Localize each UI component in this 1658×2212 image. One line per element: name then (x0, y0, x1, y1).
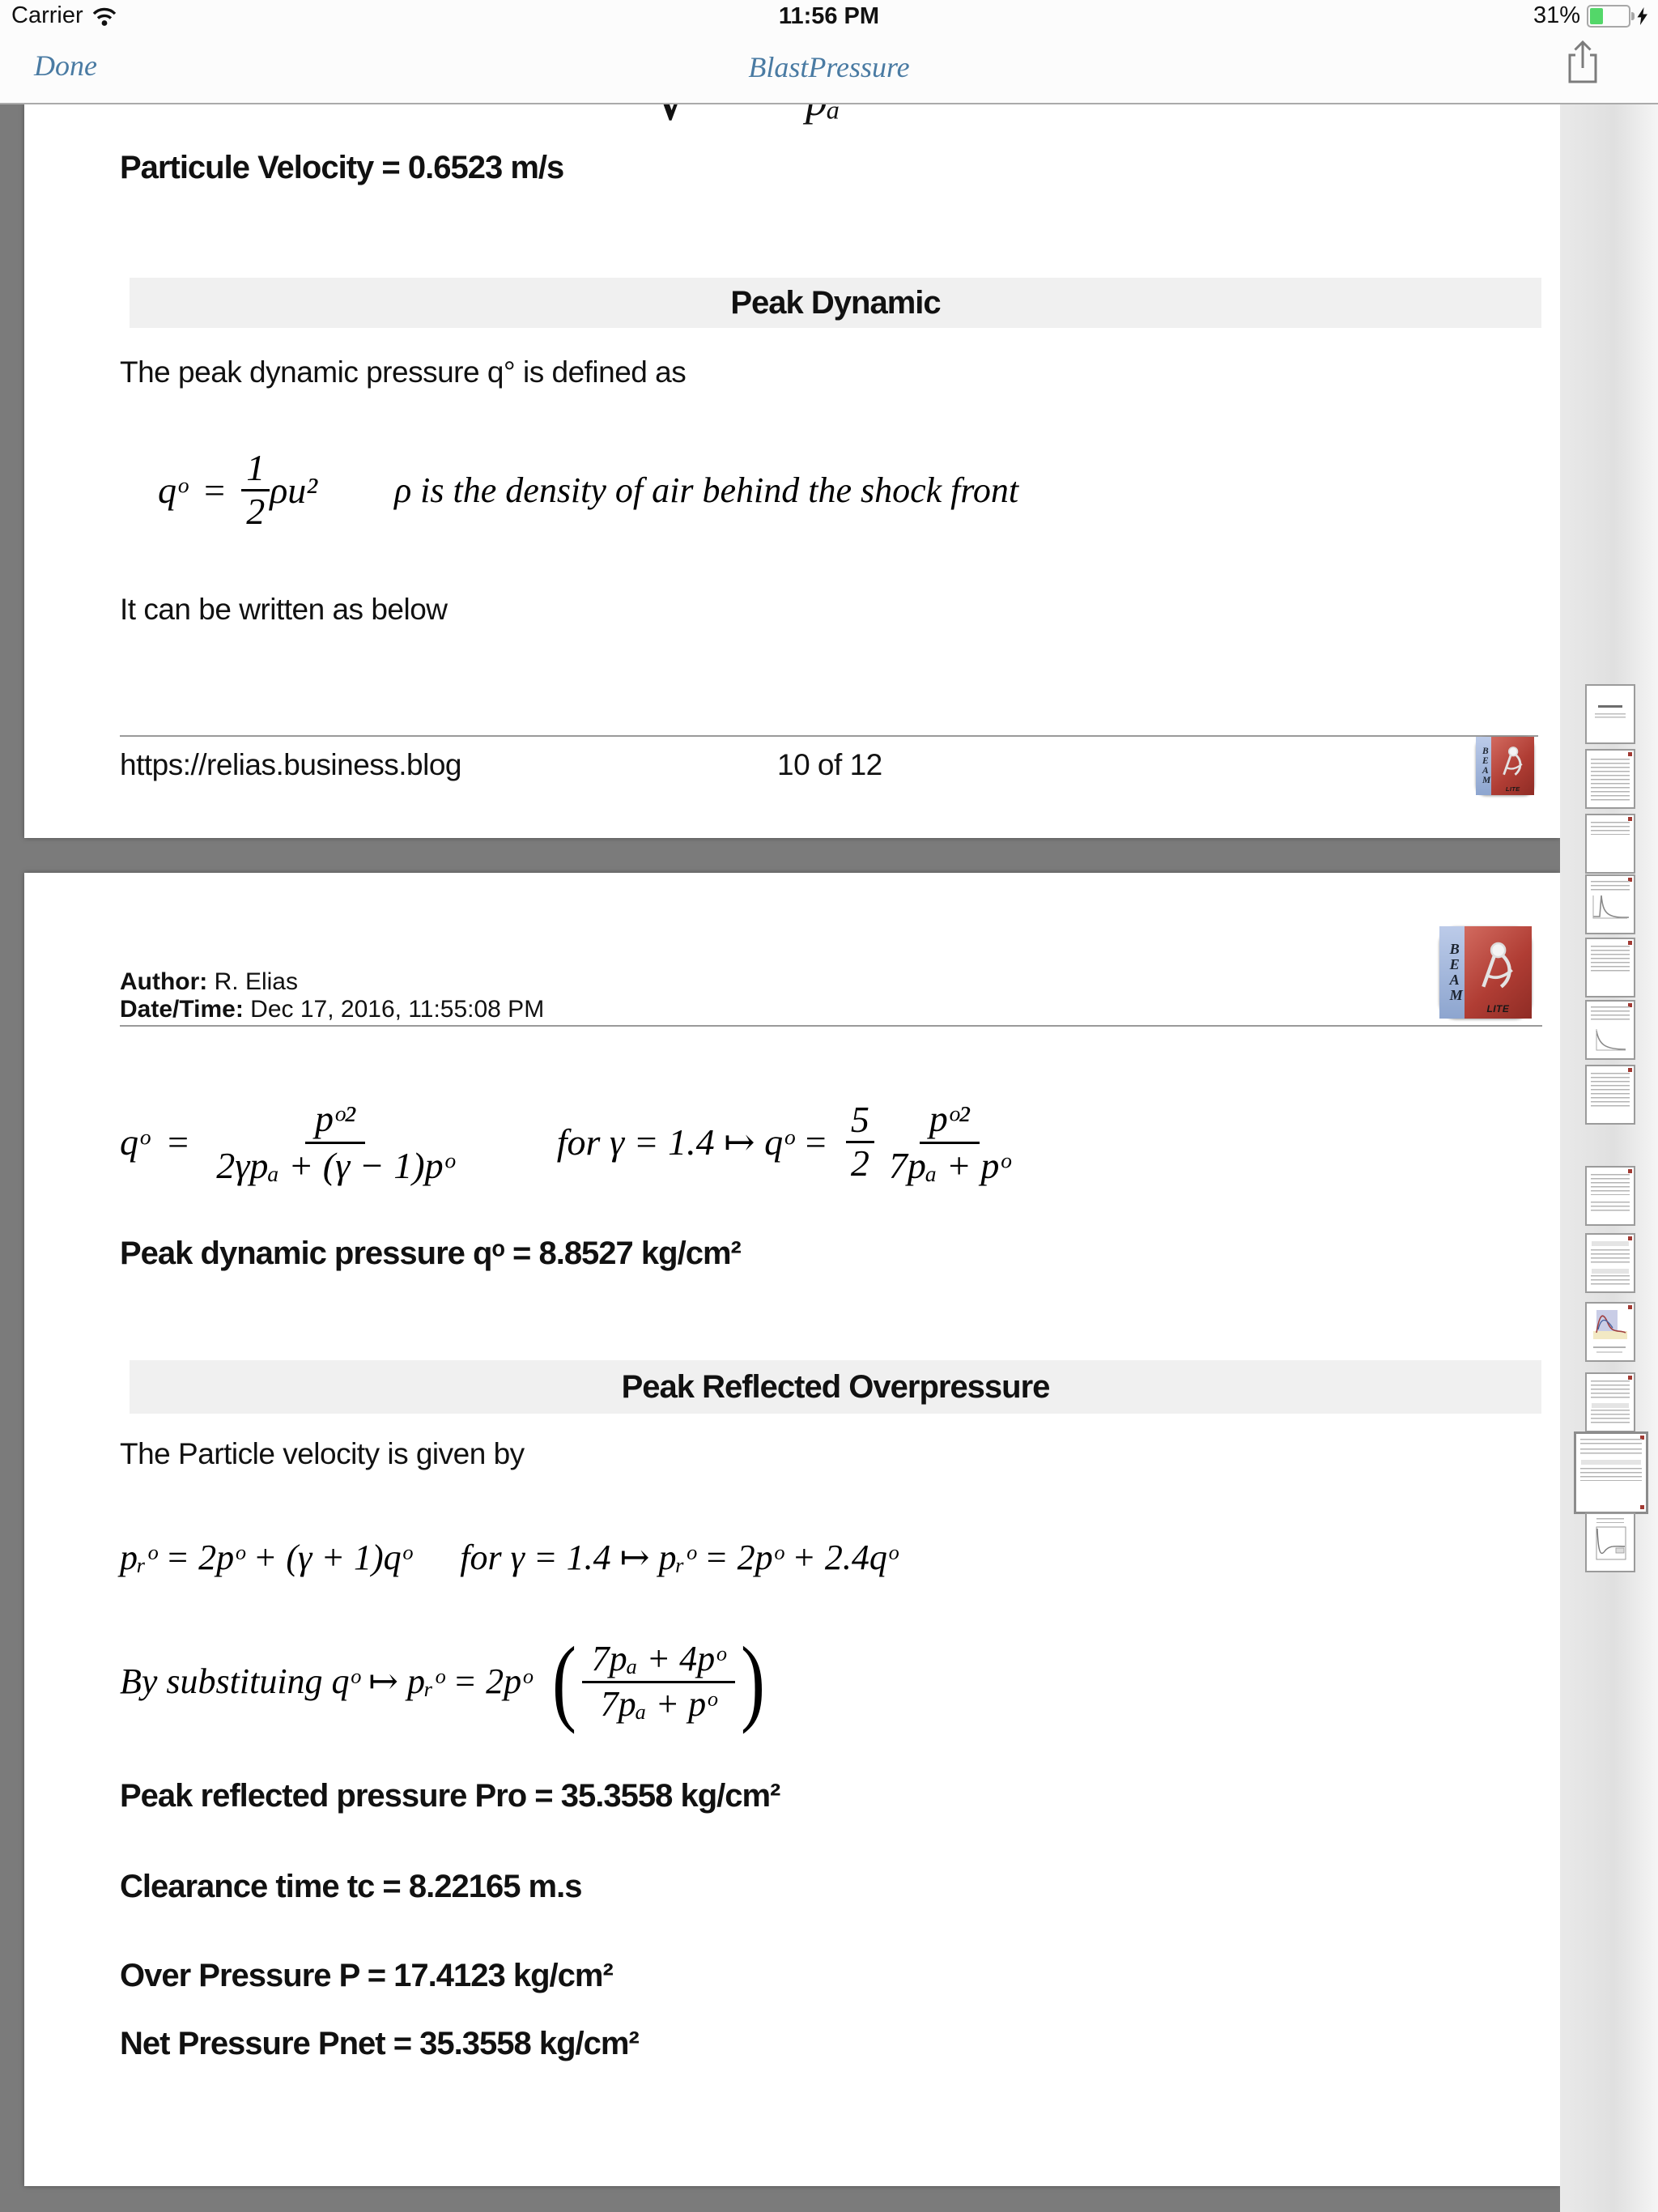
beam-logo-strip: BEAM (1439, 926, 1465, 1019)
thumbnail-chart (1588, 878, 1630, 929)
q-formula: qᵒ = $\frac{\text{pᵒ²}}{\text{2γpₐ + (γ − 1)pᵒ}}$ for γ = 1.4 ↦ qᵒ = $\frac{5}{2}$ $\frac{\text{pᵒ²}}{\text{7pₐ + pᵒ}}$ (120, 1077, 1019, 1206)
page-thumbnail-13[interactable] (1585, 1512, 1635, 1572)
page-thumbnail-1[interactable] (1585, 684, 1635, 744)
charging-bolt-icon (1637, 7, 1648, 25)
thumbnail-content (1591, 822, 1630, 835)
peak-reflected-pressure-result: Peak reflected pressure Pro = 35.3558 kg/cm² (120, 1778, 780, 1814)
density-note: ρ is the density of air behind the shock front (394, 470, 1019, 510)
top-chrome (0, 0, 1658, 104)
section-header-peak-reflected: Peak Reflected Overpressure (130, 1360, 1541, 1414)
share-icon (1564, 39, 1601, 86)
thumbnail-colored-chart (1588, 1305, 1630, 1357)
author-label: Author: (120, 968, 208, 995)
peak-dynamic-pressure-result: Peak dynamic pressure qᵒ = 8.8527 kg/cm² (120, 1236, 741, 1271)
clipped-formula-fragment (619, 103, 959, 132)
datetime-label: Date/Time: (120, 996, 244, 1023)
status-bar (0, 0, 1658, 32)
page-thumbnail-7[interactable] (1585, 1065, 1635, 1125)
thumbnail-chart (1588, 1003, 1630, 1055)
pdf-page-10[interactable] (24, 103, 1560, 838)
thumbnail-content (1598, 705, 1622, 708)
beam-lite-logo: BEAM LITE (1439, 926, 1532, 1019)
footer-url: https://relias.business.blog (120, 748, 462, 781)
nav-bar (0, 32, 1658, 101)
carrier-label: Carrier (11, 2, 83, 28)
dynamic-pressure-formula: qᵒ = $\frac{1}{2}$ ρu² ρ is the density of air behind the shock front (158, 446, 1019, 532)
page-thumbnail-8[interactable] (1585, 1166, 1635, 1226)
particule-velocity-result: Particule Velocity = 0.6523 m/s (120, 150, 564, 185)
page-thumbnail-6[interactable] (1585, 1000, 1635, 1060)
five-halves-fraction: $\frac{5}{2}$ (846, 1100, 874, 1184)
q-simplified-fraction: $\frac{\text{pᵒ²}}{\text{7pₐ + pᵒ}}$ (888, 1097, 1010, 1186)
header-divider (120, 1025, 1542, 1027)
document-title: BlastPressure (748, 51, 910, 83)
net-pressure-result: Net Pressure Pnet = 35.3558 kg/cm² (120, 2026, 639, 2061)
half-fraction: $\frac{1}{2}$ (241, 449, 270, 532)
over-pressure-result: Over Pressure P = 17.4123 kg/cm² (120, 1958, 613, 1993)
gamma-condition: for γ = 1.4 ↦ qᵒ = (556, 1121, 828, 1163)
thumbnail-final-chart (1588, 1516, 1630, 1568)
q-fraction: $\frac{\text{pᵒ²}}{\text{2γpₐ + (γ − 1)pᵒ}}$ (216, 1097, 454, 1186)
datetime-line (120, 996, 544, 1023)
current-page-thumbnail[interactable] (1574, 1431, 1648, 1514)
share-button[interactable] (1564, 39, 1601, 88)
page-thumbnail-4[interactable] (1585, 874, 1635, 934)
page-thumbnail-2[interactable] (1585, 749, 1635, 809)
substitution-fraction: $\frac{\text{7pₐ + 4pᵒ}}{\text{7pₐ + pᵒ}}$ (582, 1639, 735, 1723)
pdf-page-11[interactable] (24, 873, 1560, 2186)
battery-percent: 31% (1533, 2, 1580, 28)
compass-icon (1494, 740, 1532, 785)
footer-divider (120, 735, 1538, 737)
written-below-note: It can be written as below (120, 593, 448, 626)
beam-lite-logo: BEAM LITE (1476, 737, 1534, 795)
particle-velocity-intro: The Particle velocity is given by (120, 1437, 525, 1470)
page-thumbnail-5[interactable] (1585, 938, 1635, 998)
author-value: R. Elias (207, 968, 298, 995)
page-thumbnail-9[interactable] (1585, 1233, 1635, 1293)
beam-logo-strip: BEAM (1476, 737, 1491, 795)
reflected-pressure-formula: pᵣᵒ = 2pᵒ + (γ + 1)qᵒ for γ = 1.4 ↦ pᵣᵒ = 2pᵒ + 2.4qᵒ (120, 1537, 898, 1577)
peak-dynamic-intro: The peak dynamic pressure q° is defined as (120, 355, 687, 389)
substitution-formula: By substituing qᵒ ↦ pᵣᵒ = 2pᵒ ( $\frac{\text{7pₐ + 4pᵒ}}{\text{7pₐ + pᵒ}}$ ) (120, 1627, 765, 1734)
compass-icon (1469, 932, 1528, 1002)
page-thumbnail-11[interactable] (1585, 1372, 1635, 1432)
battery-icon (1587, 5, 1630, 28)
page-thumbnail-10[interactable] (1585, 1302, 1635, 1362)
author-line (120, 968, 298, 996)
clock: 11:56 PM (778, 3, 880, 29)
clearance-time-result: Clearance time tc = 8.22165 m.s (120, 1869, 582, 1904)
section-header-peak-dynamic: Peak Dynamic (130, 278, 1541, 328)
thumbnail-content (1591, 759, 1630, 801)
thumbnail-content (1591, 946, 1630, 973)
thumbnail-content (1591, 1073, 1630, 1108)
thumb-logo-dot (1628, 752, 1632, 756)
page-thumbnail-3[interactable] (1585, 814, 1635, 874)
thumbnail-sidebar[interactable] (1560, 103, 1658, 2212)
datetime-value: Dec 17, 2016, 11:55:08 PM (243, 996, 545, 1023)
footer-page-number: 10 of 12 (777, 748, 882, 781)
done-button[interactable]: Done (34, 49, 97, 82)
